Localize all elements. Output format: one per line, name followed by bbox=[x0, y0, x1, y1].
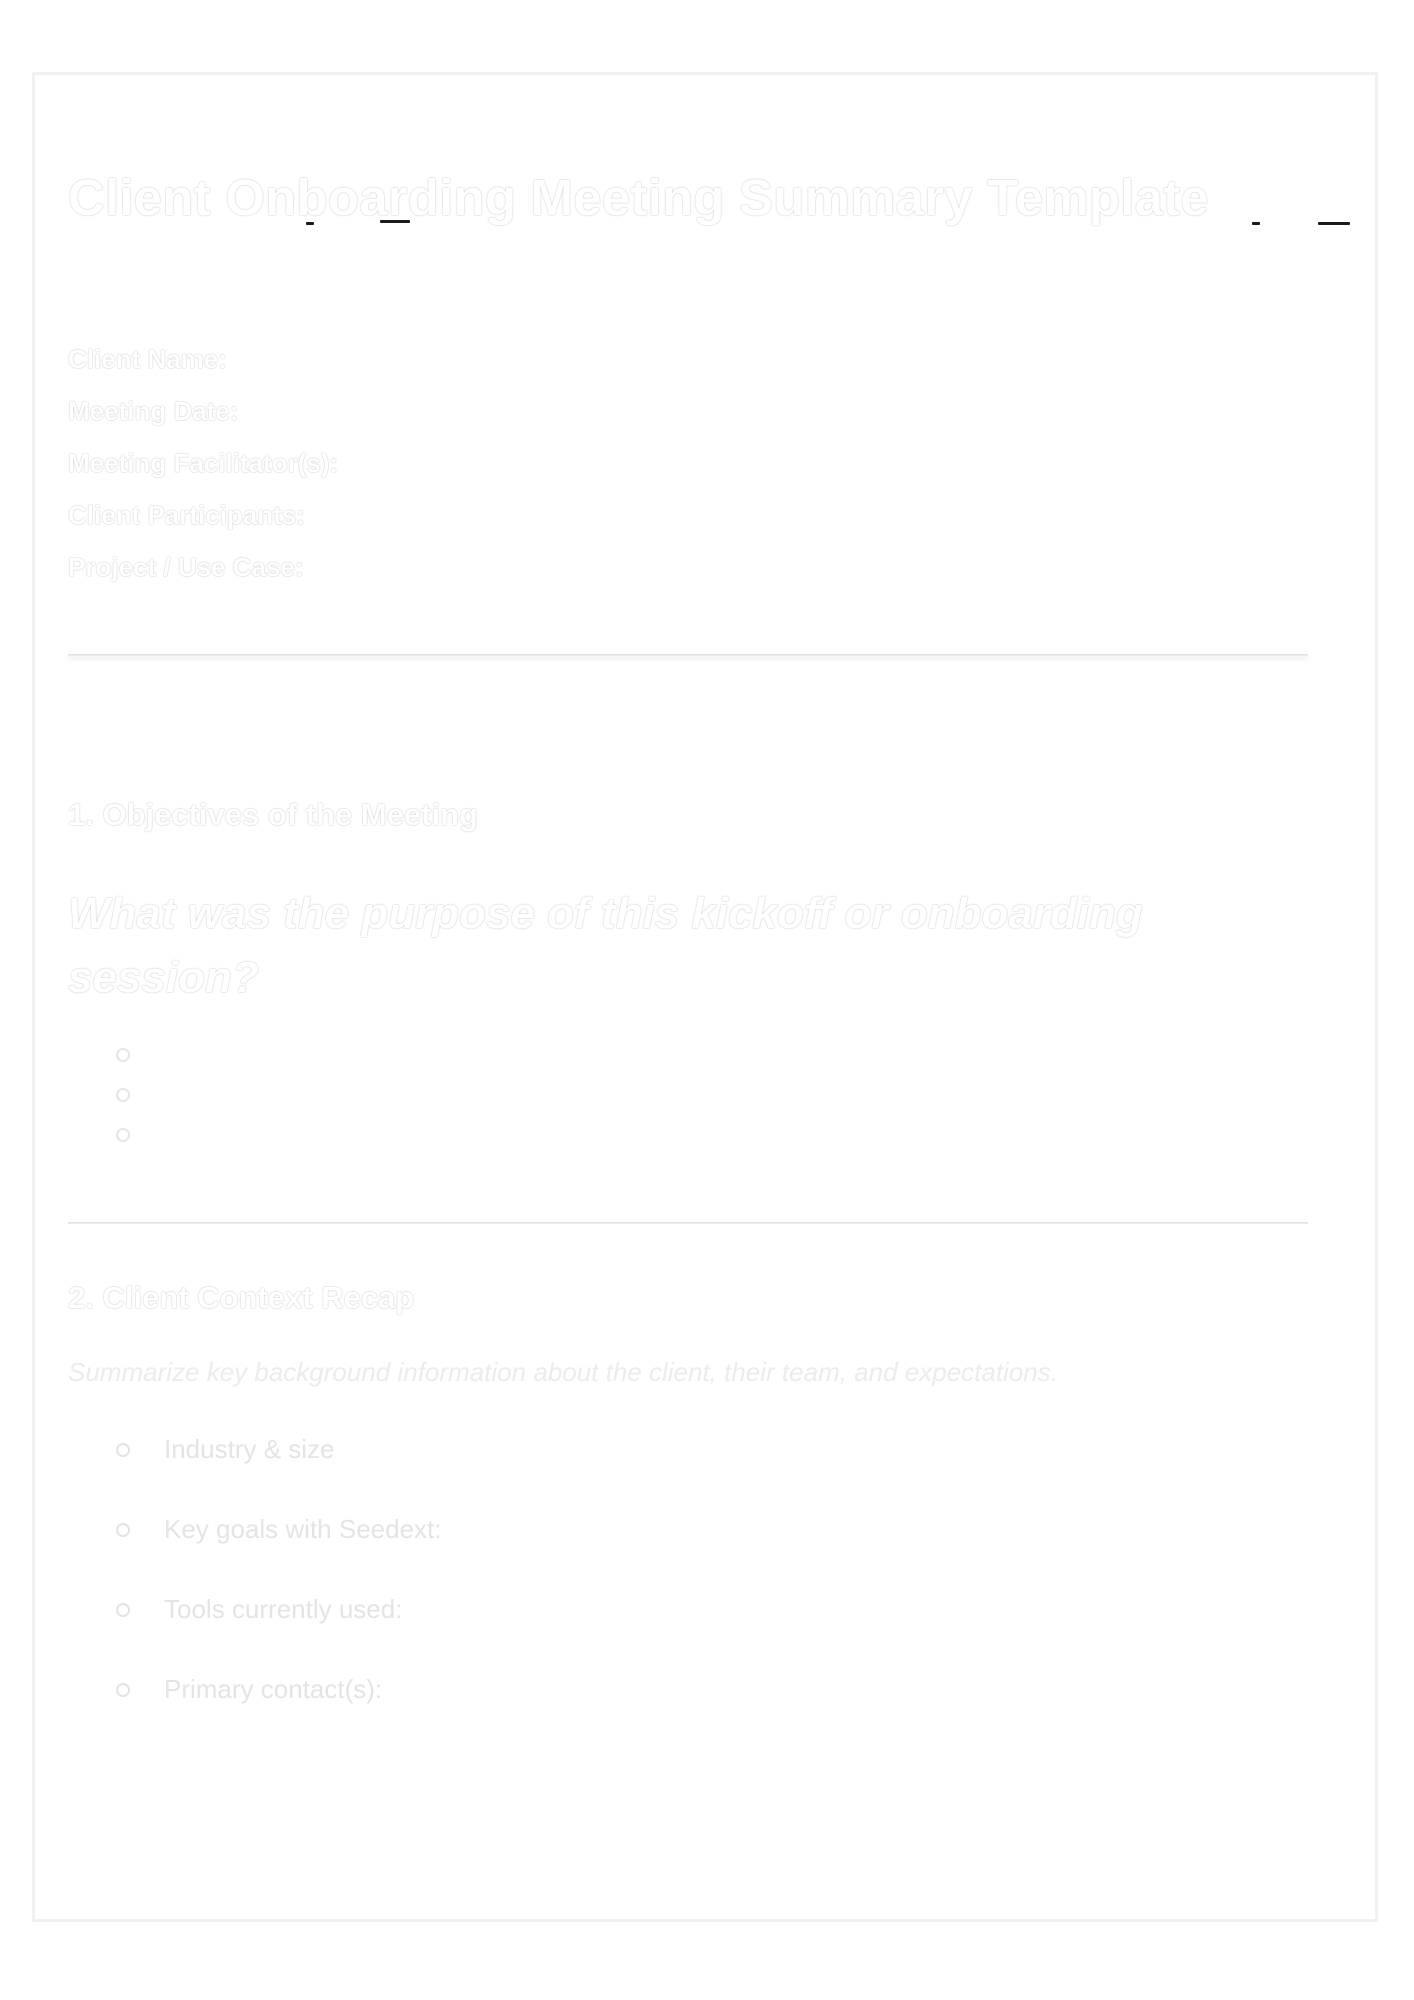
list-item bbox=[116, 1592, 442, 1672]
divider bbox=[68, 1222, 1308, 1224]
info-field-project-use-case: Project / Use Case: bbox=[68, 552, 304, 582]
list-item-label: Industry & size bbox=[164, 1434, 335, 1464]
divider bbox=[68, 654, 1308, 656]
title-mark bbox=[1252, 222, 1260, 225]
list-item bbox=[116, 1512, 442, 1592]
bullet-circle-icon bbox=[116, 1603, 130, 1617]
meeting-info-fields bbox=[68, 333, 338, 593]
section-heading-client-context: 2. Client Context Recap bbox=[68, 1280, 415, 1315]
empty-bullet bbox=[116, 1128, 130, 1142]
list-item bbox=[116, 1672, 442, 1752]
list-item-label: Key goals with Seedext: bbox=[164, 1514, 442, 1544]
section-prompt-objectives: What was the purpose of this kickoff or onboarding session? bbox=[68, 889, 1143, 1002]
empty-bullet bbox=[116, 1088, 130, 1102]
title-mark bbox=[1318, 222, 1350, 225]
section-prompt-client-context: Summarize key background information about the client, their team, and expectations. bbox=[68, 1357, 1058, 1387]
info-field-meeting-date: Meeting Date: bbox=[68, 396, 239, 426]
bullet-circle-icon bbox=[116, 1683, 130, 1697]
document-title: Client Onboarding Meeting Summary Template bbox=[68, 169, 1209, 226]
client-context-list bbox=[116, 1432, 442, 1752]
bullet-circle-icon bbox=[116, 1443, 130, 1457]
bullet-circle-icon bbox=[116, 1523, 130, 1537]
empty-bullet bbox=[116, 1048, 130, 1062]
section-heading-objectives: 1. Objectives of the Meeting bbox=[68, 797, 478, 832]
info-field-facilitators: Meeting Facilitator(s): bbox=[68, 448, 339, 478]
info-field-client-participants: Client Participants: bbox=[68, 500, 305, 530]
list-item-label: Primary contact(s): bbox=[164, 1674, 383, 1704]
list-item-label: Tools currently used: bbox=[164, 1594, 403, 1624]
list-item bbox=[116, 1432, 442, 1512]
info-field-client-name: Client Name: bbox=[68, 344, 227, 374]
objectives-bullet-list bbox=[116, 1048, 130, 1168]
